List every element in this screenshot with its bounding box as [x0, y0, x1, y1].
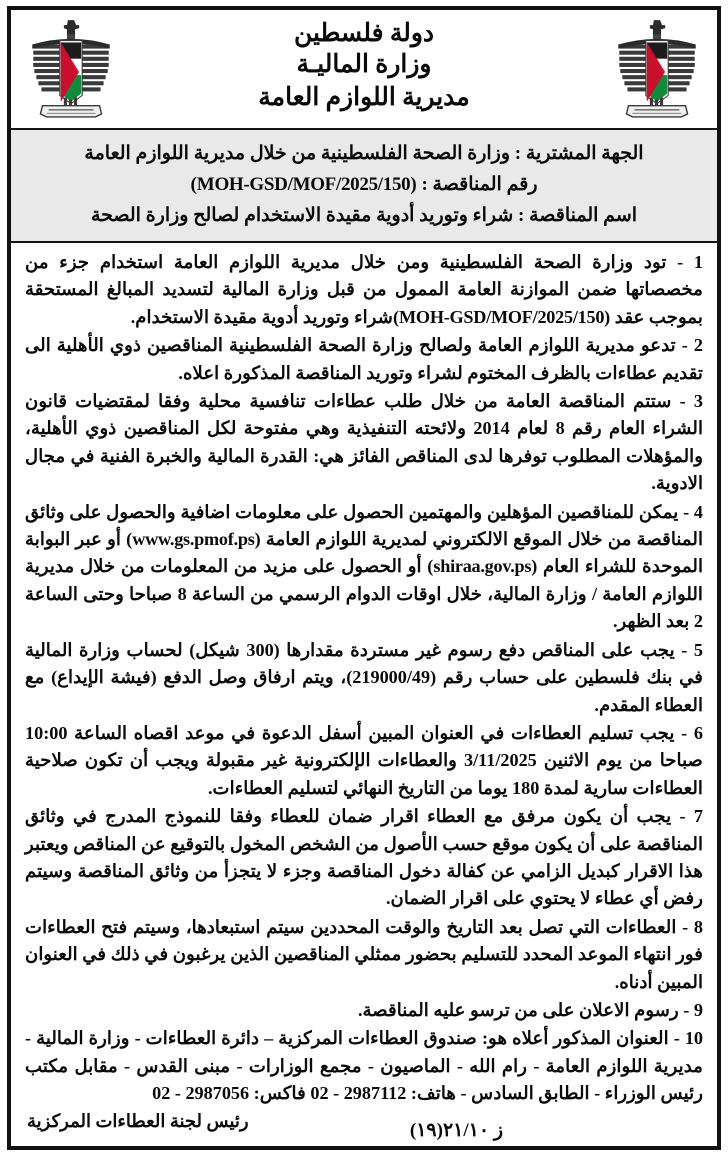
clause-item: 5 - يجب على المناقص دفع رسوم غير مستردة مقدارها (300 شيكل) لحساب وزارة المالية في بنك فلسطين على حساب رقم (219000/49)، ويتم ارفاق وصل الدفع (فيشة الإيداع) مع العطاء المقدم.: [25, 639, 704, 715]
state-name: دولة فلسطين: [293, 20, 435, 47]
tender-number-label: رقم المناقصة :: [421, 174, 538, 195]
clause-item: 9 - رسوم الاعلان على من ترسو عليه المناقصة.: [357, 999, 703, 1020]
tender-number-line: [27, 169, 701, 200]
header-title-block: [11, 18, 717, 114]
tender-name-line: اسم المناقصة : شراء وتوريد أدوية مقيدة الاستخدام لصالح وزارة الصحة: [90, 205, 638, 226]
clause-item: 8 - العطاءات التي تصل بعد التاريخ والوقت المحددين سيتم استبعادها، وسيتم فتح العطاءات فور انتهاء الموعد المحدد للتسليم بحضور ممثلي المناقصين الذين يرغبون في ذلك في العنوان المبين أدناه.: [25, 916, 703, 992]
ministry-name: وزارة الماليـة: [296, 51, 432, 78]
buyer-entity-line: الجهة المشترية : وزارة الصحة الفلسطينية من خلال مديرية اللوازم العامة: [84, 143, 644, 164]
clause-item: 10 - العنوان المذكور أعلاه هو: صندوق العطاءات المركزية – دائرة العطاءات - وزارة المالية - مديرية اللوازم العامة - رام الله - الماصيون - مجمع الوزارات - مبنى القدس - مقابل مكتب رئيس الوزراء - الطابق السادس - هاتف: 2987112 - 02 فاكس: 2987056 - 02: [25, 1028, 703, 1104]
tender-number-value: (MOH-GSD/MOF/2025/150): [190, 174, 417, 195]
clause-item: 3 - ستتم المناقصة العامة من خلال طلب عطاءات تنافسية محلية وفقا لمقتضيات قانون الشراء العام رقم 8 لعام 2014 ولائحته التنفيذية وهي مفتوحة لكل المناقصين ذوي الأهلية، والمؤهلات المطلوب توفرها لدى المناقص الفائز هي: القدرة المالية والخبرة الفنية في مجال الادوية.: [25, 391, 703, 494]
document-footer: [11, 1108, 717, 1146]
clause-list: [11, 243, 717, 1108]
directorate-name: مديرية اللوازم العامة: [258, 84, 470, 111]
tender-info-band: [11, 130, 717, 243]
clause-item: 6 - يجب تسليم العطاءات في العنوان المبين أسفل الدعوة في موعد اقصاه الساعة 10:00 صباحا من يوم الاثنين 3/11/2025 والعطاءات الإلكترونية غير مقبولة ويجب أن تكون صلاحية العطاءات سارية لمدة 180 يوما من التاريخ النهائي لتسليم العطاءات.: [25, 722, 704, 798]
clause-item: 4 - يمكن للمناقصين المؤهلين والمهتمين الحصول على معلومات اضافية والحصول على وثائق المناقصة من خلال الموقع الالكتروني لمديرية اللوازم العامة (www.gs.pmof.ps) أو عبر البوابة الموحدة للشراء العام (shiraa.gov.ps) أو الحصول على مزيد من المعلومات من خلال مديرية اللوازم العامة / وزارة المالية، خلال اوقات الدوام الرسمي من الساعة 8 صباحا وحتى الساعة 2 بعد الظهر.: [25, 501, 703, 632]
reference-code: ز ٢١/١٠(١٩): [409, 1120, 503, 1141]
clause-item: 1 - تود وزارة الصحة الفلسطينية ومن خلال مديرية اللوازم العامة استخدام جزء من مخصصاتها ضمن الموازنة العامة الممول من قبل وزارة المالية لتسديد المبالغ المستحقة بموجب عقد (MOH-GSD/MOF/2025/150)شراء وتوريد أدوية مقيدة الاستخدام.: [25, 252, 703, 327]
clause-item: 2 - تدعو مديرية اللوازم العامة ولصالح وزارة الصحة الفلسطينية المناقصين ذوي الأهلية الى تقديم عطاءات بالظرف المختوم لشراء وتوريد المناقصة المذكورة اعلاه.: [25, 335, 703, 383]
document-header: [11, 10, 717, 130]
signatory-title: رئيس لجنة العطاءات المركزية: [27, 1111, 249, 1131]
clause-item: 7 - يجب أن يكون مرفق مع العطاء اقرار ضمان للعطاء وفقا للنموذج المدرج في وثائق المناقصة على أن يكون موقع حسب الأصول من الشخص المخول بالتوقيع عن المناقص ويعتبر هذا الاقرار كبديل الزامي عن كفالة دخول المناقصة وجزء لا يتجزأ من وثائق المناقصة وسيتم رفض أي عطاء لا يحتوي على اقرار الضمان.: [25, 806, 703, 909]
document-frame: [7, 6, 721, 1150]
